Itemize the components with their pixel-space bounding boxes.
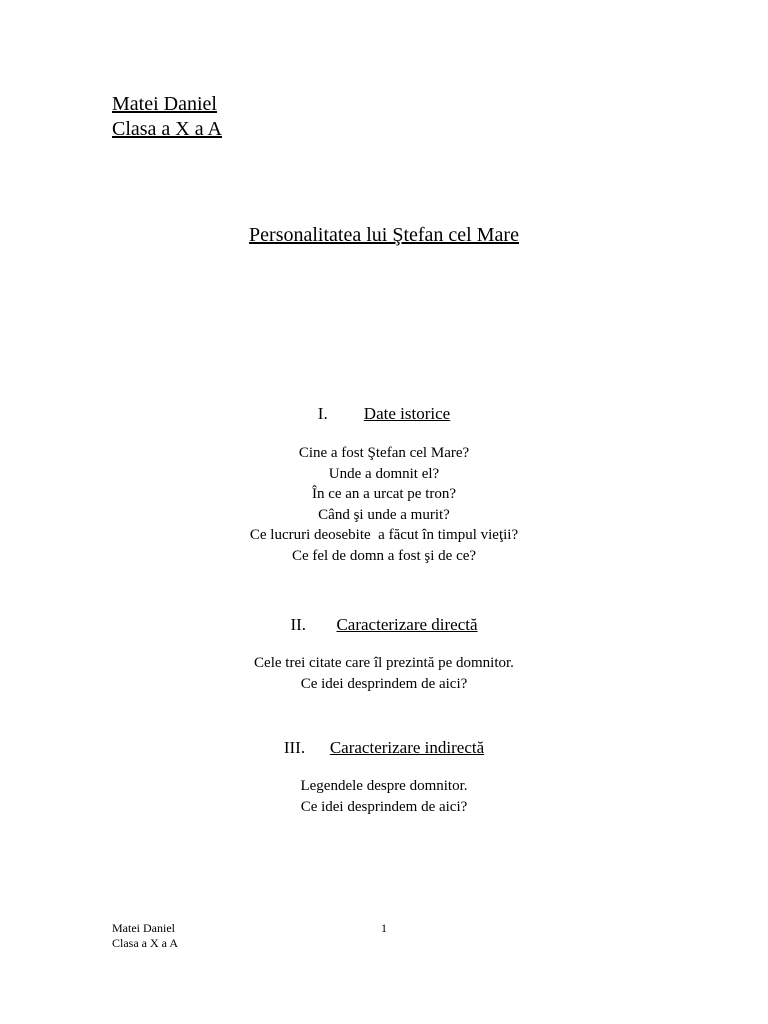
section-caracterizare-directa: [0, 614, 768, 694]
document-title: Personalitatea lui Ştefan cel Mare: [249, 224, 519, 246]
question-line: Când şi unde a murit?: [318, 506, 450, 523]
section-title: Caracterizare directă: [336, 615, 478, 634]
question-line: Cine a fost Ştefan cel Mare?: [298, 445, 470, 461]
section-title: Caracterizare indirectă: [329, 738, 485, 757]
section-heading: [318, 403, 450, 425]
section-number: I.: [317, 404, 328, 423]
question-line: Ce fel de domn a fost şi de ce?: [291, 547, 477, 564]
page-number: 1: [381, 921, 387, 935]
question-line: Cele trei citate care îl prezintă pe domnitor.: [254, 655, 514, 671]
question-line: Ce lucruri deosebite a făcut în timpul vieţii?: [249, 527, 519, 543]
footer-class: Clasa a X a A: [112, 936, 178, 950]
question-line: Legendele despre domnitor.: [300, 778, 468, 794]
author-class: Clasa a X a A: [112, 118, 222, 140]
section-heading: [284, 737, 484, 759]
author-block: [112, 92, 222, 142]
question-list: [0, 653, 768, 694]
question-line: Unde a domnit el?: [328, 465, 440, 482]
section-number: II.: [290, 615, 307, 634]
section-caracterizare-indirecta: [0, 737, 768, 817]
document-title-block: [0, 222, 768, 248]
author-name: Matei Daniel: [112, 93, 217, 115]
section-number: III.: [283, 738, 306, 757]
question-line: Ce idei desprindem de aici?: [300, 798, 468, 815]
section-date-istorice: [0, 403, 768, 566]
footer-name: Matei Daniel: [112, 921, 175, 935]
section-heading: [290, 614, 477, 636]
question-list: [0, 776, 768, 817]
question-line: În ce an a urcat pe tron?: [311, 486, 457, 502]
footer-author: [112, 921, 178, 951]
question-list: [0, 443, 768, 566]
section-title: Date istorice: [363, 404, 451, 423]
question-line: Ce idei desprindem de aici?: [300, 675, 468, 692]
